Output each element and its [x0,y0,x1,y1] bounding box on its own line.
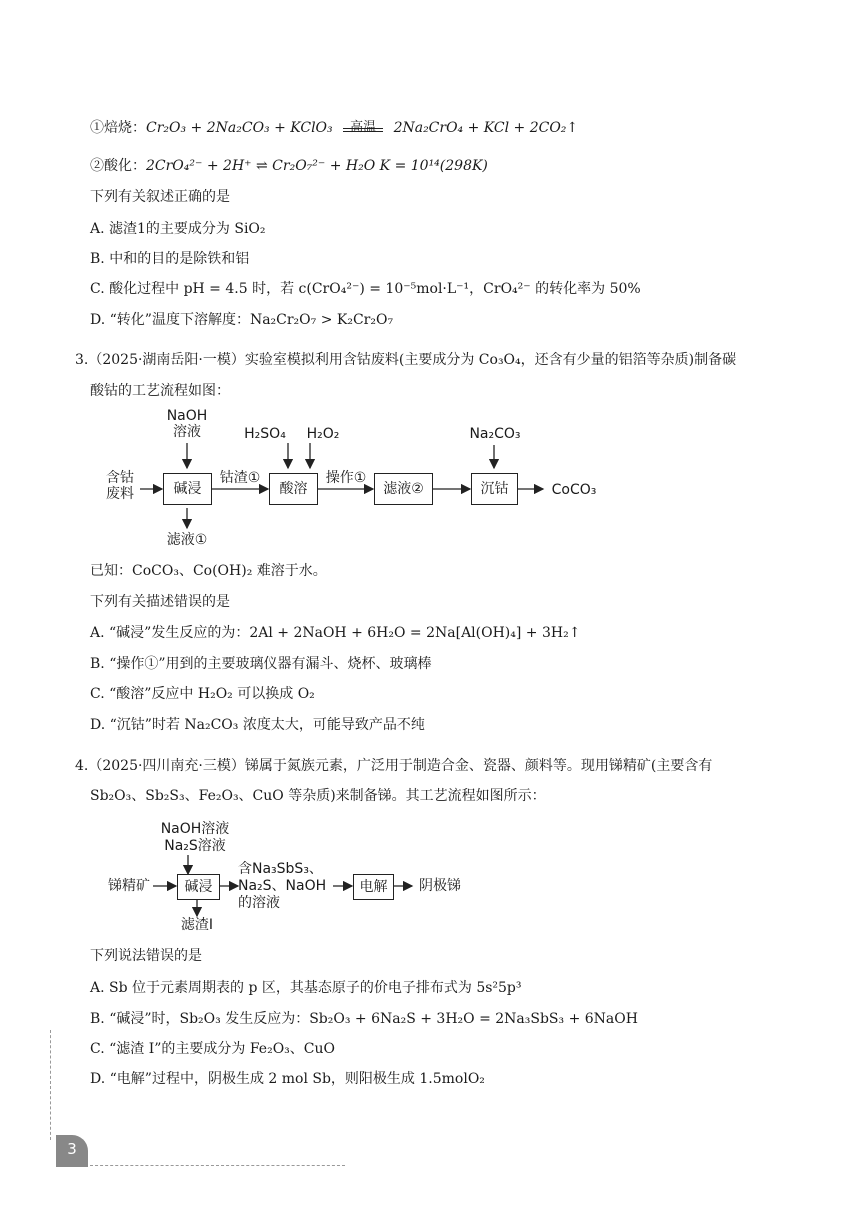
q4-reagent-naoh: NaOH溶液 [160,821,230,837]
q4-box-electrolysis: 电解 [353,874,394,900]
q3-line2: 酸钴的工艺流程如图： [90,383,230,399]
q4-mid-line1: 含Na₃SbS₃、 [238,861,323,877]
eq2-label: ②酸化： [90,158,146,174]
q4-line2: Sb₂O₃、Sb₂S₃、Fe₂O₃、CuO 等杂质)来制备锑。其工艺流程如图所示： [90,788,546,804]
q2-option-b[interactable]: B. 中和的目的是除铁和铝 [90,251,250,267]
footer-dashed-line [90,1165,345,1166]
q4-option-c[interactable]: C. “滤渣 I”的主要成分为 Fe₂O₃、CuO [90,1041,335,1057]
q3-edge-operation: 操作① [325,470,367,486]
eq2-line [90,156,488,176]
q3-box-acid-dissolve: 酸溶 [269,473,318,505]
q3-option-c[interactable]: C. “酸溶”反应中 H₂O₂ 可以换成 O₂ [90,686,315,702]
q3-output-label: CoCO₃ [551,482,597,498]
q4-option-d[interactable]: D. “电解”过程中，阴极生成 2 mol Sb，则阳极生成 1.5molO₂ [90,1071,485,1087]
eq1-right: 2Na₂CrO₄ + KCl + 2CO₂↑ [393,120,579,136]
q3-h2so4-label: H₂SO₄ [244,426,286,442]
q3-edge-cobalt-residue: 钴渣① [219,470,261,486]
q3-naoh-label: NaOH 溶液 [166,408,208,440]
q4-stem: 下列说法错误的是 [90,948,202,964]
q2-option-a[interactable]: A. 滤渣1的主要成分为 SiO₂ [90,221,266,237]
q2-stem: 下列有关叙述正确的是 [90,189,230,205]
q4-below-residue: 滤渣I [180,917,214,933]
margin-dashed-line [50,1030,51,1140]
page-number: 3 [56,1135,88,1167]
q3-box-precipitate: 沉钴 [471,473,518,505]
q4-box-alkali-leach: 碱浸 [177,874,220,900]
q3-option-d[interactable]: D. “沉钴”时若 Na₂CO₃ 浓度太大，可能导致产品不纯 [90,717,425,733]
q3-input-label: 含钴 废料 [106,470,134,502]
eq1-label: ①焙烧： [90,120,146,136]
q3-na2co3-label: Na₂CO₃ [469,426,521,442]
q3-known: 已知：CoCO₃、Co(OH)₂ 难溶于水。 [90,563,327,579]
q2-option-d[interactable]: D. “转化”温度下溶解度：Na₂Cr₂O₇ > K₂Cr₂O₇ [90,312,394,328]
eq1-line: ①焙烧：Cr₂O₃ + 2Na₂CO₃ + KClO₃ 高温 2Na₂CrO₄ + KCl + 2CO₂↑ [90,120,579,136]
q3-box-alkali-leach: 碱浸 [163,473,212,505]
q3-option-b[interactable]: B. “操作①”用到的主要玻璃仪器有漏斗、烧杯、玻璃棒 [90,656,432,672]
q3-stem: 下列有关描述错误的是 [90,594,230,610]
q4-line1: 4.（2025·四川南充·三模）锑属于氮族元素，广泛用于制造合金、瓷器、颜料等。现用锑精矿(主要含有 [75,758,713,774]
q3-box-filtrate: 滤液② [374,473,433,505]
q2-option-c[interactable]: C. 酸化过程中 pH = 4.5 时，若 c(CrO₄²⁻) = 10⁻⁵mol·L⁻¹，CrO₄²⁻ 的转化率为 50% [90,281,641,297]
q4-mid-line3: 的溶液 [238,895,280,911]
eq1-left: Cr₂O₃ + 2Na₂CO₃ + KClO₃ [146,120,333,136]
q4-reagent-na2s: Na₂S溶液 [164,838,226,854]
q3-option-a[interactable]: A. “碱浸”发生反应的为：2Al + 2NaOH + 6H₂O = 2Na[Al(OH)₄] + 3H₂↑ [90,625,581,641]
q4-option-a[interactable]: A. Sb 位于元素周期表的 p 区，其基态原子的价电子排布式为 5s²5p³ [90,980,522,996]
q4-mid-line2: Na₂S、NaOH [238,878,327,894]
eq2-body: 2CrO₄²⁻ + 2H⁺ ⇌ Cr₂O₇²⁻ + H₂O K = 10¹⁴(298K) [146,158,488,174]
q4-input-label: 锑精矿 [108,878,150,894]
q4-output-label: 阴极锑 [419,878,461,894]
q4-option-b[interactable]: B. “碱浸”时，Sb₂O₃ 发生反应为：Sb₂O₃ + 6Na₂S + 3H₂O = 2Na₃SbS₃ + 6NaOH [90,1011,638,1027]
q3-h2o2-label: H₂O₂ [306,426,340,442]
q3-line1: 3.（2025·湖南岳阳·一模）实验室模拟利用含钴废料(主要成分为 Co₃O₄，还含有少量的铝箔等杂质)制备碳 [75,352,737,368]
q3-below-filtrate: 滤液① [166,532,208,548]
